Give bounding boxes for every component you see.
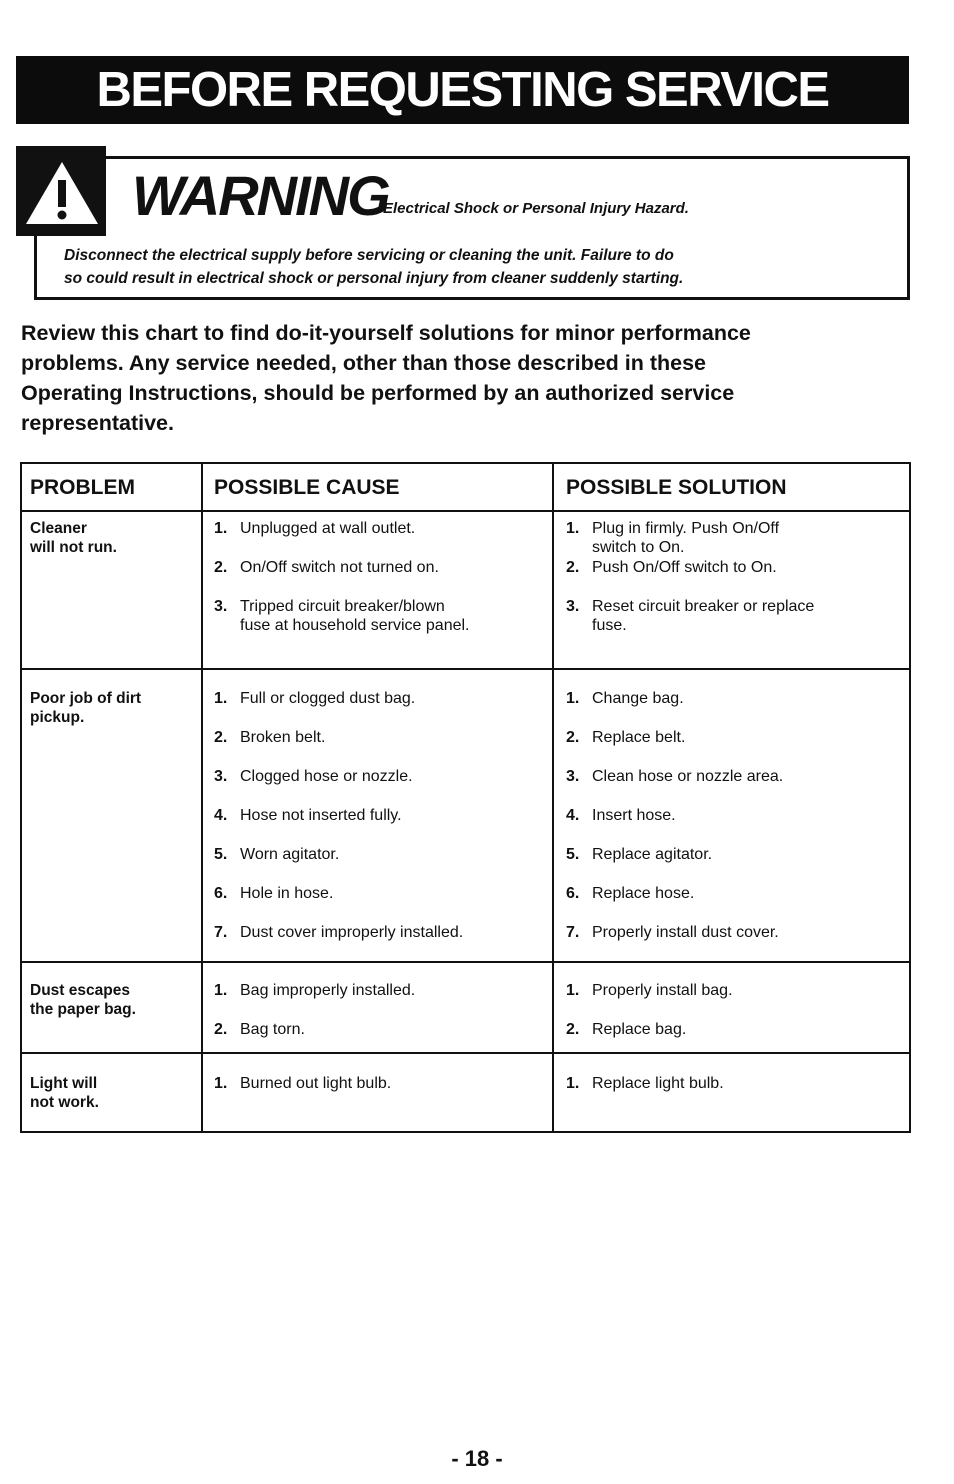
cause-item — [214, 519, 544, 538]
intro-paragraph — [21, 318, 901, 438]
item-number: 3. — [566, 598, 580, 615]
solution-text: Change bag. — [592, 690, 684, 707]
cause-item — [214, 689, 544, 708]
solution-text: Replace agitator. — [592, 846, 713, 863]
item-number: 6. — [214, 885, 228, 902]
solution-text: Clean hose or nozzle area. — [592, 768, 784, 785]
solution-item — [566, 597, 906, 635]
solution-item — [566, 806, 906, 825]
page-title: BEFORE REQUESTING SERVICE — [96, 63, 829, 117]
intro-line: Review this chart to find do-it-yourself solutions for minor performance — [21, 321, 751, 345]
item-number: 2. — [566, 729, 580, 746]
item-number: 1. — [566, 982, 580, 999]
cause-text: Bag improperly installed. — [240, 982, 416, 999]
solution-item — [566, 519, 906, 557]
column-divider — [201, 464, 203, 1131]
column-header-problem: PROBLEM — [30, 476, 135, 499]
warning-triangle-icon — [24, 160, 100, 226]
cause-text: Worn agitator. — [240, 846, 340, 863]
solution-item — [566, 689, 906, 708]
problem-line: Poor job of dirt — [30, 690, 142, 707]
item-number: 2. — [566, 1021, 580, 1038]
warning-title: WARNING — [132, 164, 389, 227]
problem-line: Dust escapes — [30, 982, 130, 999]
problem-line: the paper bag. — [30, 1001, 136, 1018]
column-header-cause: POSSIBLE CAUSE — [214, 476, 400, 499]
cause-item — [214, 806, 544, 825]
item-number: 3. — [566, 768, 580, 785]
warning-body-line: so could result in electrical shock or personal injury from cleaner suddenly starting. — [64, 270, 684, 287]
warning-body — [64, 244, 884, 290]
item-number: 1. — [214, 982, 228, 999]
cause-item — [214, 845, 544, 864]
problem-line: will not run. — [30, 539, 117, 556]
item-number: 4. — [566, 807, 580, 824]
header-divider — [22, 510, 909, 512]
warning-icon-block — [16, 146, 106, 236]
solution-text: Insert hose. — [592, 807, 676, 824]
problem-line: Cleaner — [30, 520, 87, 537]
solution-item — [566, 558, 906, 577]
solution-text: Replace light bulb. — [592, 1075, 724, 1092]
cause-text: Broken belt. — [240, 729, 326, 746]
item-number: 1. — [214, 1075, 228, 1092]
column-divider — [552, 464, 554, 1131]
problem-cell — [30, 1074, 190, 1112]
solution-item — [566, 728, 906, 747]
intro-line: Operating Instructions, should be performed by an authorized service — [21, 381, 735, 405]
cause-text: Full or clogged dust bag. — [240, 690, 416, 707]
problem-line: not work. — [30, 1094, 99, 1111]
item-number: 3. — [214, 598, 228, 615]
cause-text: Hose not inserted fully. — [240, 807, 402, 824]
solution-item — [566, 1074, 906, 1093]
solution-item — [566, 1020, 906, 1039]
cause-text: Unplugged at wall outlet. — [240, 520, 416, 537]
troubleshooting-table — [20, 462, 911, 1133]
problem-cell — [30, 981, 190, 1019]
item-number: 1. — [566, 690, 580, 707]
item-number: 7. — [214, 924, 228, 941]
solution-item — [566, 884, 906, 903]
solution-text: Plug in firmly. Push On/Off — [592, 520, 780, 537]
item-number: 2. — [214, 729, 228, 746]
solution-item — [566, 845, 906, 864]
item-number: 5. — [566, 846, 580, 863]
intro-line: representative. — [21, 411, 174, 435]
cause-item — [214, 1074, 544, 1093]
warning-body-line: Disconnect the electrical supply before servicing or cleaning the unit. Failure to do — [64, 247, 674, 264]
cause-text: Clogged hose or nozzle. — [240, 768, 413, 785]
item-number: 6. — [566, 885, 580, 902]
solution-text: Properly install dust cover. — [592, 924, 779, 941]
solution-item — [566, 767, 906, 786]
solution-item — [566, 981, 906, 1000]
problem-line: Light will — [30, 1075, 98, 1092]
cause-item — [214, 981, 544, 1000]
item-number: 1. — [566, 520, 580, 537]
row-divider — [22, 961, 909, 963]
solution-text: fuse. — [592, 617, 627, 634]
solution-text: Reset circuit breaker or replace — [592, 598, 815, 615]
item-number: 4. — [214, 807, 228, 824]
cause-item — [214, 728, 544, 747]
solution-text: Properly install bag. — [592, 982, 733, 999]
cause-text: Tripped circuit breaker/blown — [240, 598, 445, 615]
cause-text: fuse at household service panel. — [240, 617, 470, 634]
cause-text: On/Off switch not turned on. — [240, 559, 439, 576]
page-header-banner — [16, 56, 909, 124]
solution-text: Replace bag. — [592, 1021, 687, 1038]
item-number: 1. — [214, 690, 228, 707]
item-number: 7. — [566, 924, 580, 941]
cause-text: Bag torn. — [240, 1021, 305, 1038]
cause-item — [214, 884, 544, 903]
solution-text: Replace hose. — [592, 885, 695, 902]
cause-item — [214, 597, 544, 635]
item-number: 5. — [214, 846, 228, 863]
page-number: - 18 - — [451, 1446, 503, 1471]
row-divider — [22, 1052, 909, 1054]
item-number: 3. — [214, 768, 228, 785]
cause-text: Burned out light bulb. — [240, 1075, 392, 1092]
intro-line: problems. Any service needed, other than those described in these — [21, 351, 707, 375]
solution-text: switch to On. — [592, 539, 685, 556]
problem-line: pickup. — [30, 709, 85, 726]
cause-item — [214, 558, 544, 577]
cause-text: Hole in hose. — [240, 885, 334, 902]
item-number: 1. — [214, 520, 228, 537]
cause-item — [214, 923, 544, 942]
item-number: 2. — [214, 559, 228, 576]
row-divider — [22, 668, 909, 670]
column-header-solution: POSSIBLE SOLUTION — [566, 476, 787, 499]
cause-item — [214, 767, 544, 786]
problem-cell — [30, 689, 190, 727]
cause-text: Dust cover improperly installed. — [240, 924, 464, 941]
solution-text: Replace belt. — [592, 729, 686, 746]
item-number: 2. — [214, 1021, 228, 1038]
item-number: 2. — [566, 559, 580, 576]
item-number: 1. — [566, 1075, 580, 1092]
problem-cell — [30, 519, 190, 557]
warning-subtitle: Electrical Shock or Personal Injury Hazard. — [383, 200, 689, 217]
solution-text: Push On/Off switch to On. — [592, 559, 777, 576]
solution-item — [566, 923, 906, 942]
cause-item — [214, 1020, 544, 1039]
